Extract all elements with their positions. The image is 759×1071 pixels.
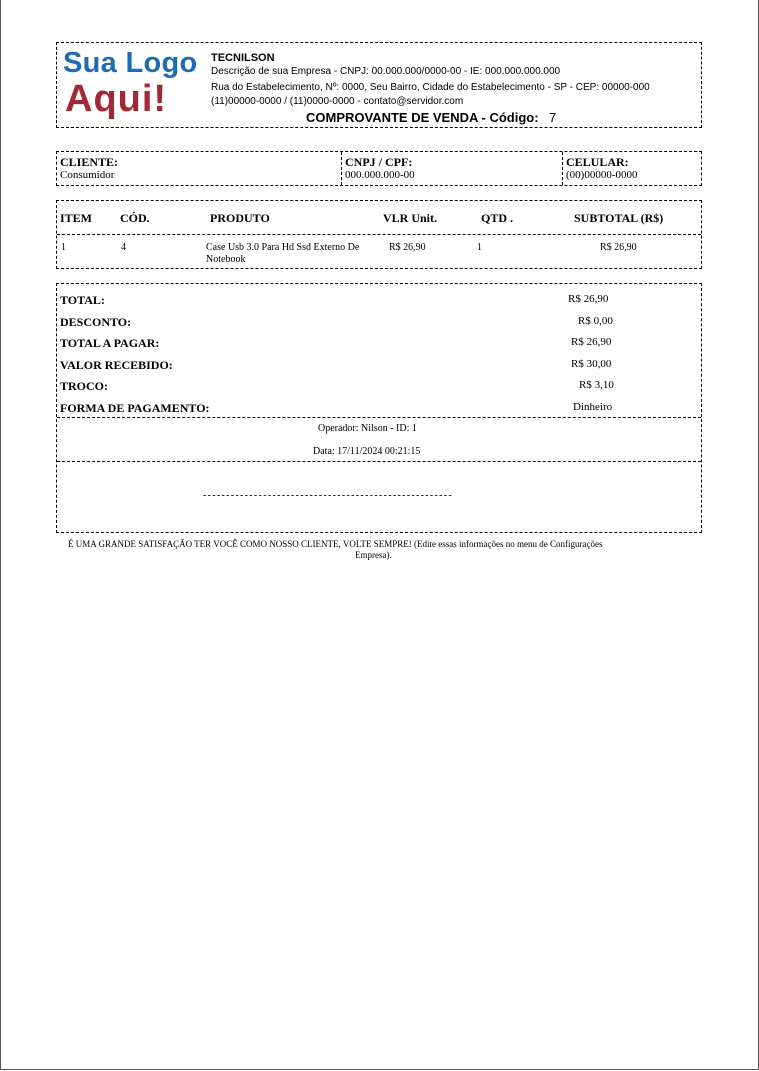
total-label: TOTAL:: [60, 293, 105, 307]
desconto-value: R$ 0,00: [578, 315, 613, 327]
forma-pagamento-value: Dinheiro: [573, 401, 613, 413]
doc-label: CNPJ / CPF:: [345, 155, 413, 169]
client-divider-1: [341, 152, 342, 185]
row-vlr: R$ 26,90: [389, 242, 426, 253]
client-label: CLIENTE:: [60, 155, 119, 169]
col-subtotal: SUBTOTAL (R$): [574, 211, 664, 225]
client-divider-2: [562, 152, 563, 185]
receipt-title: COMPROVANTE DE VENDA - Código:: [306, 110, 539, 125]
row-cod: 4: [121, 242, 126, 253]
company-address: Rua do Estabelecimento, Nº: 0000, Seu Bairro, Cidade do Estabelecimento - SP - CEP: 00000-000: [211, 82, 650, 93]
valor-recebido-value: R$ 30,00: [571, 358, 612, 370]
valor-recebido-label: VALOR RECEBIDO:: [60, 358, 173, 372]
totals-divider: [57, 417, 701, 418]
client-value: Consumidor: [60, 169, 115, 181]
signature-line: - - - - - - - - - - - - - - - - - - - - - - - - - - - - - - - - - - - - - - - - - - - - - - - - - - - - - -: [203, 490, 452, 501]
row-qtd: 1: [477, 242, 482, 253]
company-contacts: (11)00000-0000 / (11)0000-0000 - contato@servidor.com: [211, 96, 464, 107]
row-produto-line1: Case Usb 3.0 Para Hd Ssd Externo De: [206, 242, 360, 253]
operator-divider: [57, 461, 701, 462]
row-subtotal: R$ 26,90: [600, 242, 637, 253]
total-pagar-value: R$ 26,90: [571, 336, 612, 348]
total-pagar-label: TOTAL A PAGAR:: [60, 336, 160, 350]
date-text: Data: 17/11/2024 00:21:15: [313, 446, 421, 457]
troco-label: TROCO:: [60, 379, 108, 393]
row-produto-line2: Notebook: [206, 254, 246, 265]
forma-pagamento-label: FORMA DE PAGAMENTO:: [60, 401, 210, 415]
footer-line2: Empresa).: [355, 550, 392, 560]
total-value: R$ 26,90: [568, 293, 609, 305]
row-item: 1: [61, 242, 66, 253]
phone-label: CELULAR:: [566, 155, 629, 169]
desconto-label: DESCONTO:: [60, 315, 132, 329]
operator-text: Operador: Nilson - ID: 1: [318, 423, 417, 434]
doc-value: 000.000.000-00: [345, 169, 415, 181]
col-item: ITEM: [60, 211, 93, 225]
company-name: TECNILSON: [211, 52, 275, 64]
footer-line1: É UMA GRANDE SATISFAÇÃO TER VOCÊ COMO NOSSO CLIENTE, VOLTE SEMPRE! (Edite essas informações no menu de Configurações: [68, 539, 603, 549]
phone-value: (00)00000-0000: [566, 169, 638, 181]
troco-value: R$ 3,10: [579, 379, 614, 391]
col-produto: PRODUTO: [210, 211, 270, 225]
col-qtd: QTD .: [481, 211, 514, 225]
col-vlr: VLR Unit.: [383, 211, 438, 225]
logo-line2: Aqui!: [65, 78, 168, 120]
items-header-divider: [57, 234, 701, 235]
receipt-code: 7: [549, 110, 557, 125]
company-description: Descrição de sua Empresa - CNPJ: 00.000.000/0000-00 - IE: 000.000.000.000: [211, 66, 561, 77]
logo-line1: Sua Logo: [63, 47, 198, 79]
col-cod: CÓD.: [120, 211, 150, 225]
